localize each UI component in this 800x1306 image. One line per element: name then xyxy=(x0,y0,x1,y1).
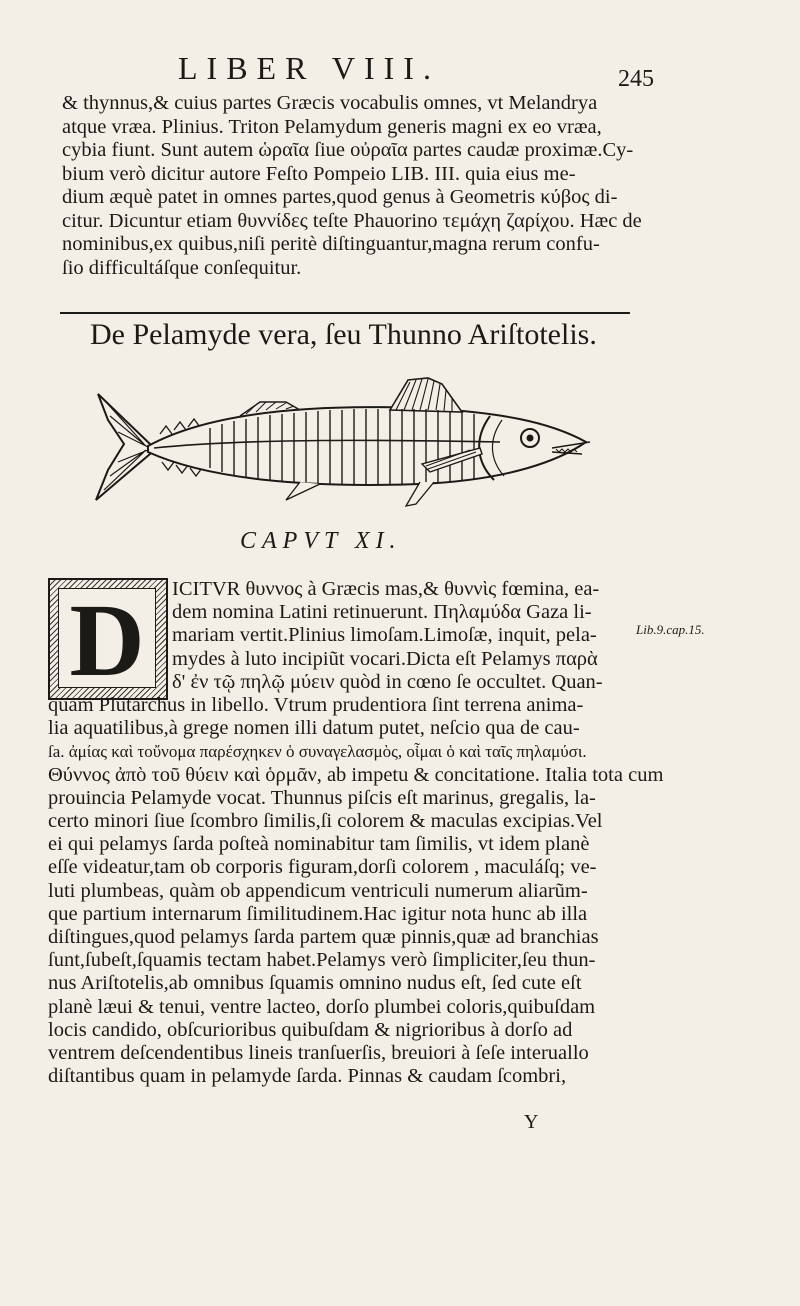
chapter-label: CAPVT XI. xyxy=(240,528,402,554)
text-line: diſtantibus quam in pelamyde ſarda. Pinnas & caudam ſcombri, xyxy=(48,1065,567,1088)
text-line: ventrem deſcendentibus lineis tranſuerſis, breuiori à ſeſe interuallo xyxy=(48,1042,589,1065)
text-line: que partium internarum ſimilitudinem.Hac igitur nota hunc ab illa xyxy=(48,902,588,925)
text-line: cybia fiunt. Sunt autem ὡραῖα ſiue οὐραῖα partes caudæ proximæ.Cy- xyxy=(62,139,634,161)
catchword: Y xyxy=(524,1111,539,1133)
text-line: nus Ariſtotelis,ab omnibus ſquamis omnino nudus eſt, ſed cute eſt xyxy=(48,972,582,995)
text-line: ei qui pelamys ſarda poſteà nominabitur tam ſimilis, vt idem planè xyxy=(48,833,590,856)
text-line: mydes à luto incipiũt vocari.Dicta eſt Pelamys παρὰ xyxy=(172,647,598,670)
section-heading: De Pelamyde vera, ſeu Thunno Ariſtotelis. xyxy=(90,318,597,351)
text-line: atque vræa. Plinius. Triton Pelamydum generis magni ex eo vræa, xyxy=(62,115,602,138)
running-title: LIBER VIII. xyxy=(178,50,440,86)
text-line: diſtingues,quod pelamys ſarda partem quæ pinnis,quæ ad branchias xyxy=(48,926,599,949)
text-line: planè læui & tenui, ventre lacteo, dorſo plumbei coloris,quibuſdam xyxy=(48,995,596,1018)
text-line: luti plumbeas, quàm ob appendicum ventriculi numerum aliarũm- xyxy=(48,879,588,902)
text-line: certo minori ſiue ſcombro ſimilis,ſi colorem & maculas excipias.Vel xyxy=(48,810,603,833)
text-line: Θύννος ἀπὸ τοῦ θύειν καὶ ὁρμᾶν, ab impetu & concitatione. Italia tota cum xyxy=(48,763,664,786)
text-line: lia aquatilibus,à grege nomen illi datum putet, neſcio qua de cau- xyxy=(48,717,580,740)
text-line: locis candido, obſcurioribus quibuſdam & nigrioribus à dorſo ad xyxy=(48,1018,573,1041)
text-line: ſa. ἀμίας καὶ τοὔνομα παρέσχηκεν ὁ συναγελασμὸς, οἶμαι ὁ καὶ ταῖς πηλαμύσι. xyxy=(48,742,587,762)
text-line: quam Plutarchus in libello. Vtrum prudentiora ſint terrena anima- xyxy=(48,694,584,717)
page-number: 245 xyxy=(618,66,654,92)
text-line: δ' ἐν τῷ πηλῷ μύειν quòd in cœno ſe occultet. Quan- xyxy=(172,670,603,693)
text-line: prouincia Pelamyde vocat. Thunnus piſcis eſt marinus, gregalis, la- xyxy=(48,786,596,809)
text-line: & thynnus,& cuius partes Græcis vocabulis omnes, vt Melandrya xyxy=(62,92,598,114)
text-line: eſſe videatur,tam ob corporis figuram,dorſi colorem , maculáſq; ve- xyxy=(48,856,597,879)
text-line: nominibus,ex quibus,niſi peritè diſtinguantur,magna rerum confu- xyxy=(62,233,600,255)
fish-woodcut-icon xyxy=(90,372,610,522)
running-head xyxy=(0,50,800,90)
margin-note: Lib.9.cap.15. xyxy=(636,622,705,637)
section-divider xyxy=(60,312,630,314)
text-line: ſunt,ſubeſt,ſquamis tectam habet.Pelamys verò ſimpliciter,ſeu thun- xyxy=(48,949,596,972)
text-line: dem nomina Latini retinuerunt. Πηλαμύδα Gaza li- xyxy=(172,601,592,624)
text-line: ICITVR θυννος à Græcis mas,& θυννὶς fœmina, ea- xyxy=(172,578,600,600)
top-paragraph xyxy=(62,92,642,280)
text-line: bium verò dicitur autore Feſto Pompeio LIB. III. quia eius me- xyxy=(62,162,576,185)
initial-letter: D xyxy=(69,583,145,698)
text-line: dium æquè patet in omnes partes,quod genus à Geometris κύβος di- xyxy=(62,186,618,208)
text-line: citur. Dicuntur etiam θυννίδες teſte Phauorino τεμάχη ζαρίχου. Hæc de xyxy=(62,209,642,232)
chapter-body xyxy=(48,578,664,1088)
text-line: mariam vertit.Plinius limoſam.Limoſæ, inquit, pela- xyxy=(172,624,597,647)
text-line: ſio difficultáſque conſequitur. xyxy=(62,256,302,279)
